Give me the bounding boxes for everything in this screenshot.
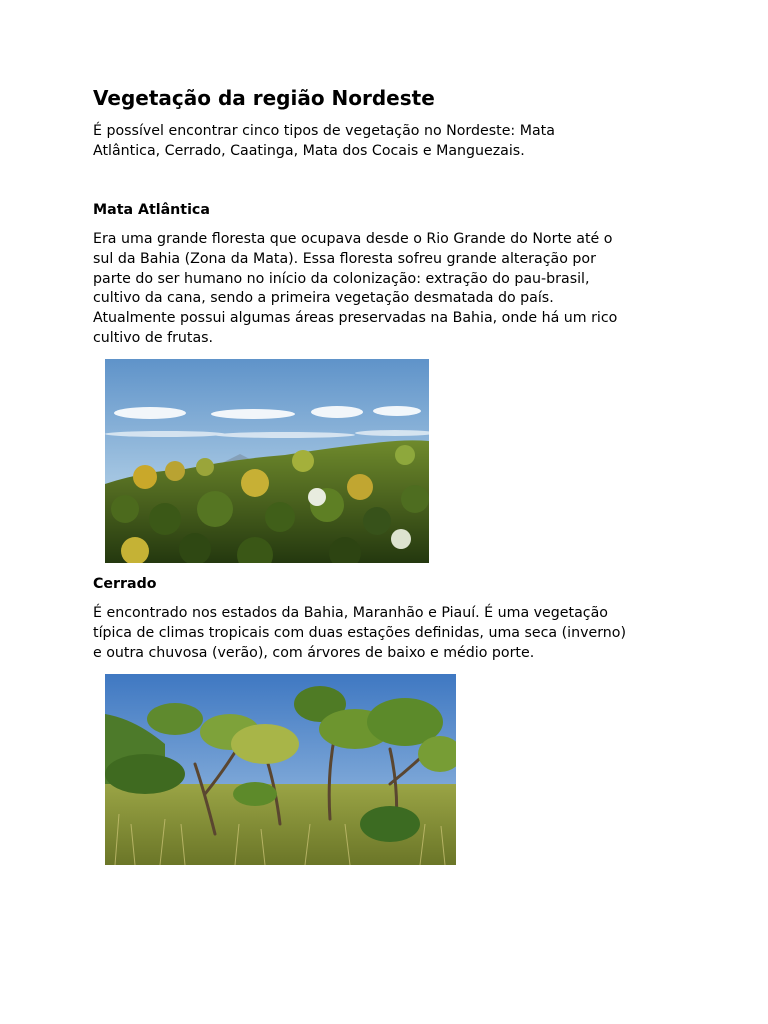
paragraph-line: típica de climas tropicais com duas estações definidas, uma seca (inverno) — [93, 624, 626, 641]
page-title: Vegetação da região Nordeste — [93, 86, 435, 110]
intro-line: É possível encontrar cinco tipos de vegetação no Nordeste: Mata — [93, 123, 555, 139]
cerrado-photo — [105, 674, 456, 865]
paragraph-line: sul da Bahia (Zona da Mata). Essa floresta sofreu grande alteração por — [93, 250, 596, 267]
intro-line: Atlântica, Cerrado, Caatinga, Mata dos Cocais e Manguezais. — [93, 142, 525, 159]
intro-paragraph — [93, 122, 693, 162]
paragraph-line: É encontrado nos estados da Bahia, Maranhão e Piauí. É uma vegetação — [93, 605, 608, 621]
paragraph-line: parte do ser humano no início da colonização: extração do pau-brasil, — [93, 270, 590, 287]
paragraph-line: Atualmente possui algumas áreas preservadas na Bahia, onde há um rico — [93, 310, 618, 327]
paragraph-line: cultivo de frutas. — [93, 329, 214, 346]
section-heading-cerrado: Cerrado — [93, 576, 157, 592]
paragraph-line: Era uma grande floresta que ocupava desde o Rio Grande do Norte até o — [93, 231, 613, 247]
paragraph-line: cultivo da cana, sendo a primeira vegetação desmatada do país. — [93, 290, 554, 307]
section-heading-mata-atlantica: Mata Atlântica — [93, 202, 210, 218]
cerrado-paragraph — [93, 604, 693, 663]
mata-atlantica-paragraph — [93, 230, 693, 349]
paragraph-line: e outra chuvosa (verão), com árvores de baixo e médio porte. — [93, 644, 535, 661]
mata-atlantica-photo — [105, 359, 429, 563]
